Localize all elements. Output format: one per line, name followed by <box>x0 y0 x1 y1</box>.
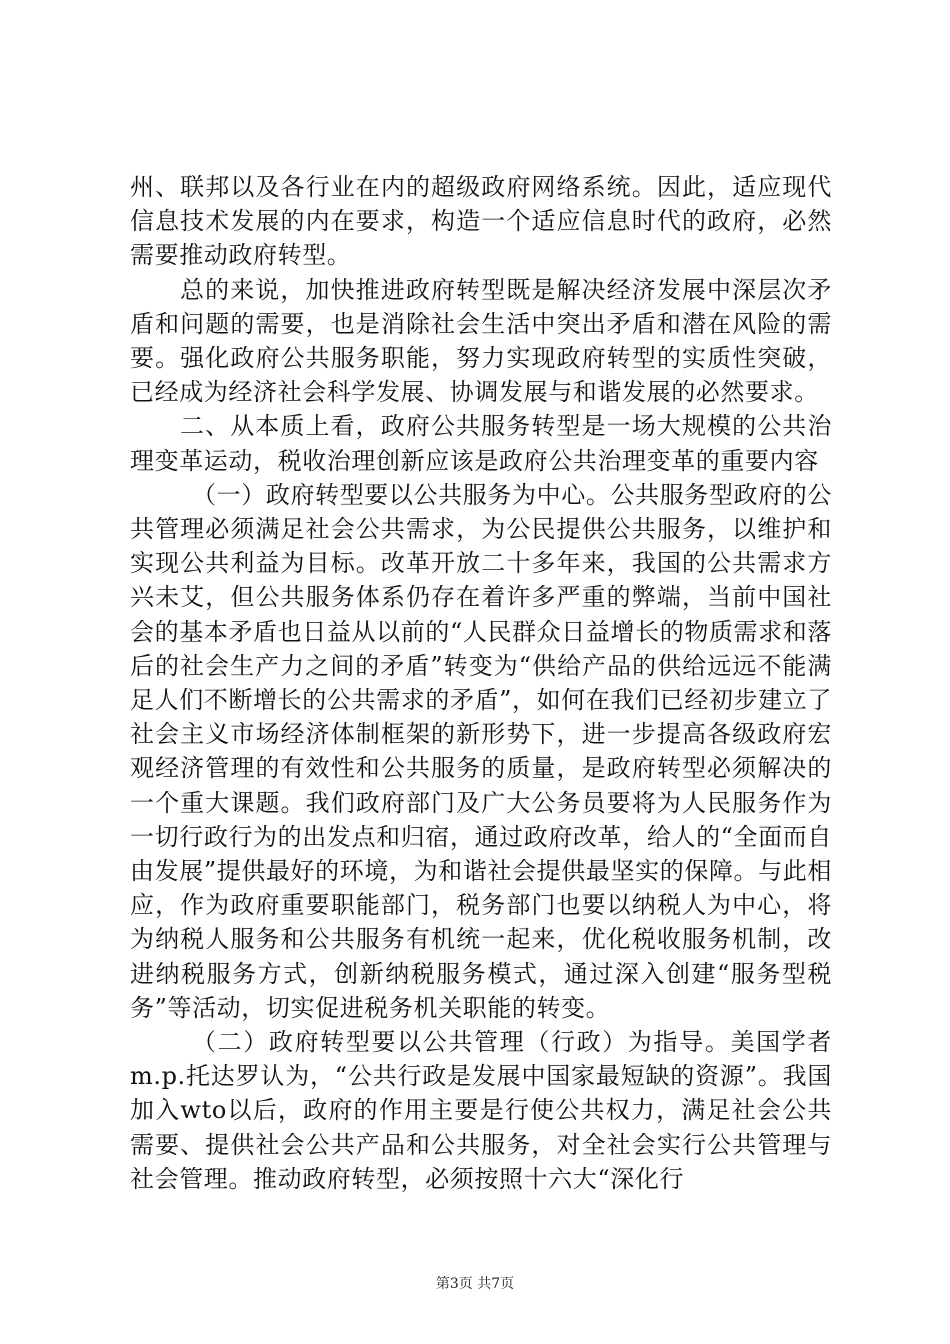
paragraph-point-one: （一）政府转型要以公共服务为中心。公共服务型政府的公共管理必须满足社会公共需求，为公民提供公共服务，以维护和实现公共利益为目标。改革开放二十多年来，我国的公共需求方兴未艾，但公共服务体系仍存在着许多严重的弊端，当前中国社会的基本矛盾也日益从以前的“人民群众日益增长的物质需求和落后的社会生产力之间的矛盾”转变为“供给产品的供给远远不能满足人们不断增长的公共需求的矛盾”，如何在我们已经初步建立了社会主义市场经济体制框架的新形势下，进一步提高各级政府宏观经济管理的有效性和公共服务的质量，是政府转型必须解决的一个重大课题。我们政府部门及广大公务员要将为人民服务作为一切行政行为的出发点和归宿，通过政府改革，给人的“全面而自由发展”提供最好的环境，为和谐社会提供最坚实的保障。与此相应，作为政府重要职能部门，税务部门也要以纳税人为中心，将为纳税人服务和公共服务有机统一起来，优化税收服务机制，改进纳税服务方式，创新纳税服务模式，通过深入创建“服务型税务”等活动，切实促进税务机关职能的转变。 <box>130 480 832 1022</box>
body-text <box>130 170 832 1196</box>
page-footer: 第3页 共7页 <box>435 1276 515 1292</box>
paragraph-point-two: （二）政府转型要以公共管理（行政）为指导。美国学者m.p.托达罗认为，“公共行政是发展中国家最短缺的资源”。我国加入wto以后，政府的作用主要是行使公共权力，满足社会公共需要、提供社会公共产品和公共服务，对全社会实行公共管理与社会管理。推动政府转型，必须按照十六大“深化行 <box>130 1028 832 1193</box>
paragraph-continuation: 州、联邦以及各行业在内的超级政府网络系统。因此，适应现代信息技术发展的内在要求，构造一个适应信息时代的政府，必然需要推动政府转型。 <box>130 173 832 270</box>
section-heading: 二、从本质上看，政府公共服务转型是一场大规模的公共治理变革运动，税收治理创新应该是政府公共治理变革的重要内容 <box>130 412 832 475</box>
paragraph-summary: 总的来说，加快推进政府转型既是解决经济发展中深层次矛盾和问题的需要，也是消除社会生活中突出矛盾和潜在风险的需要。强化政府公共服务职能，努力实现政府转型的实质性突破，已经成为经济社会科学发展、协调发展与和谐发展的必然要求。 <box>130 275 832 407</box>
